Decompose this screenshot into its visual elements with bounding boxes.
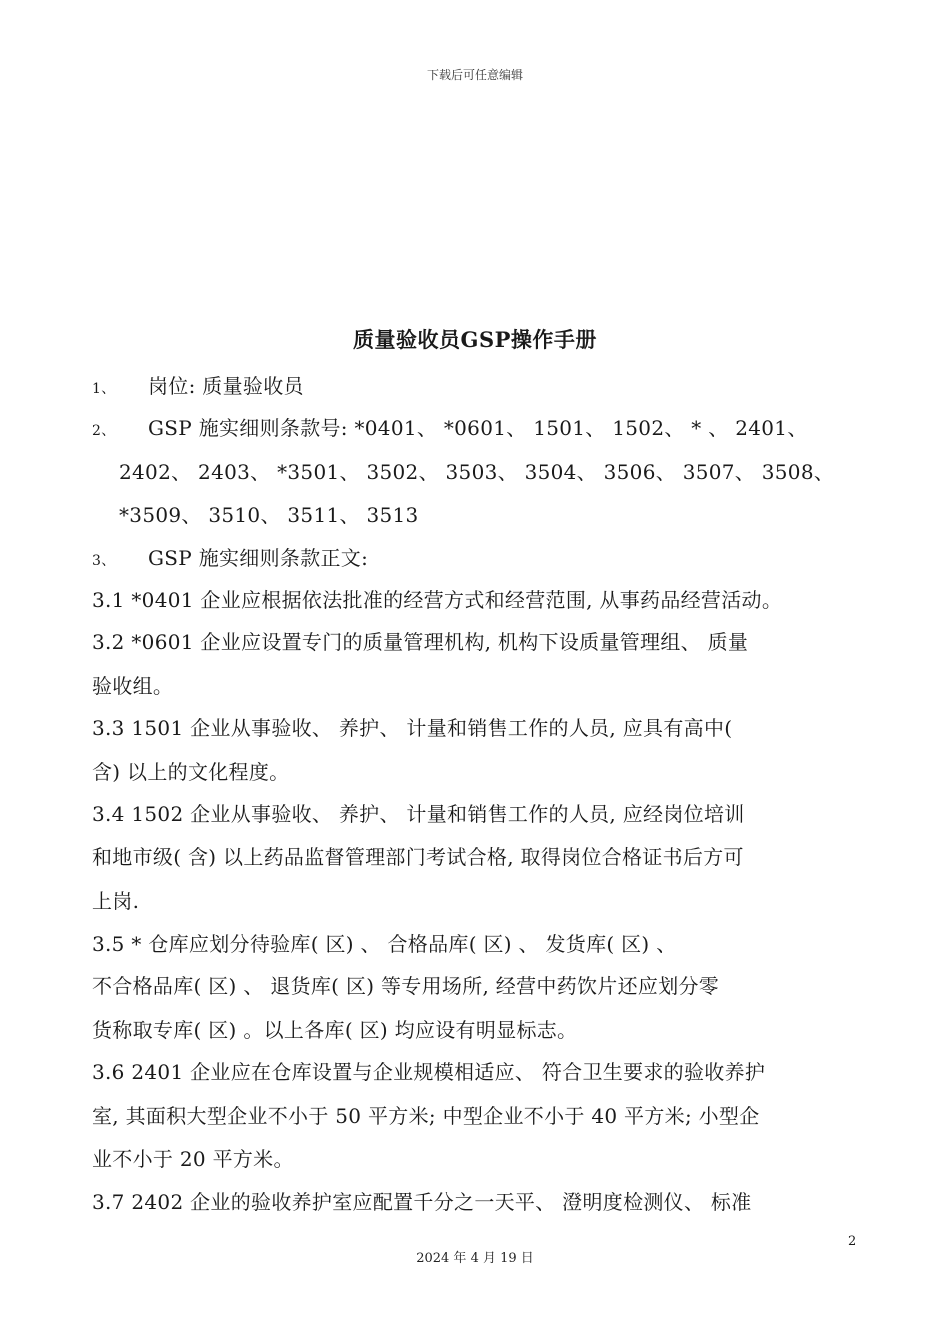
section-3 bbox=[92, 542, 368, 571]
text-line: 3.5 * 仓库应划分待验库( 区) 、 合格品库( 区) 、 发货库( 区) 、 bbox=[92, 932, 677, 956]
text-line: 业不小于 20 平方米。 bbox=[92, 1147, 294, 1171]
section-2 bbox=[92, 412, 808, 441]
section-text: GSP 施实细则条款号: *0401、 *0601、 1501、 1502、 * 、 2401、 bbox=[148, 416, 808, 440]
text-line: 3.3 1501 企业从事验收、 养护、 计量和销售工作的人员, 应具有高中( bbox=[92, 716, 733, 740]
text-line: 验收组。 bbox=[92, 674, 174, 698]
header-note: 下载后可任意编辑 bbox=[426, 68, 523, 82]
text-line: 3.2 *0601 企业应设置专门的质量管理机构, 机构下设质量管理组、 质量 bbox=[92, 630, 749, 654]
footer-date: 2024 年 4 月 19 日 bbox=[416, 1251, 534, 1266]
page-title: 质量验收员GSP操作手册 bbox=[353, 327, 597, 352]
text-line: 3.1 *0401 企业应根据依法批准的经营方式和经营范围, 从事药品经营活动。 bbox=[92, 588, 783, 612]
section-number: 1、 bbox=[92, 381, 116, 397]
text-line: 3.6 2401 企业应在仓库设置与企业规模相适应、 符合卫生要求的验收养护 bbox=[92, 1060, 766, 1084]
section-text: 岗位: 质量验收员 bbox=[148, 374, 304, 398]
section-number: 2、 bbox=[92, 423, 116, 439]
text-line: 含) 以上的文化程度。 bbox=[92, 760, 290, 784]
section-number: 3、 bbox=[92, 553, 116, 569]
section-text: GSP 施实细则条款正文: bbox=[148, 546, 369, 570]
page-number: 2 bbox=[848, 1234, 857, 1249]
text-line: 不合格品库( 区) 、 退货库( 区) 等专用场所, 经营中药饮片还应划分零 bbox=[92, 974, 720, 998]
text-line: *3509、 3510、 3511、 3513 bbox=[119, 503, 419, 527]
text-line: 室, 其面积大型企业不小于 50 平方米; 中型企业不小于 40 平方米; 小型企 bbox=[92, 1104, 760, 1128]
text-line: 和地市级( 含) 以上药品监督管理部门考试合格, 取得岗位合格证书后方可 bbox=[92, 845, 744, 869]
text-line: 货称取专库( 区) 。以上各库( 区) 均应设有明显标志。 bbox=[92, 1018, 578, 1042]
section-1 bbox=[92, 370, 304, 399]
text-line: 3.4 1502 企业从事验收、 养护、 计量和销售工作的人员, 应经岗位培训 bbox=[92, 802, 745, 826]
text-line: 上岗. bbox=[92, 889, 140, 913]
text-line: 3.7 2402 企业的验收养护室应配置千分之一天平、 澄明度检测仪、 标准 bbox=[92, 1190, 752, 1214]
text-line: 2402、 2403、 *3501、 3502、 3503、 3504、 3506、 3507、 3508、 bbox=[119, 460, 835, 484]
